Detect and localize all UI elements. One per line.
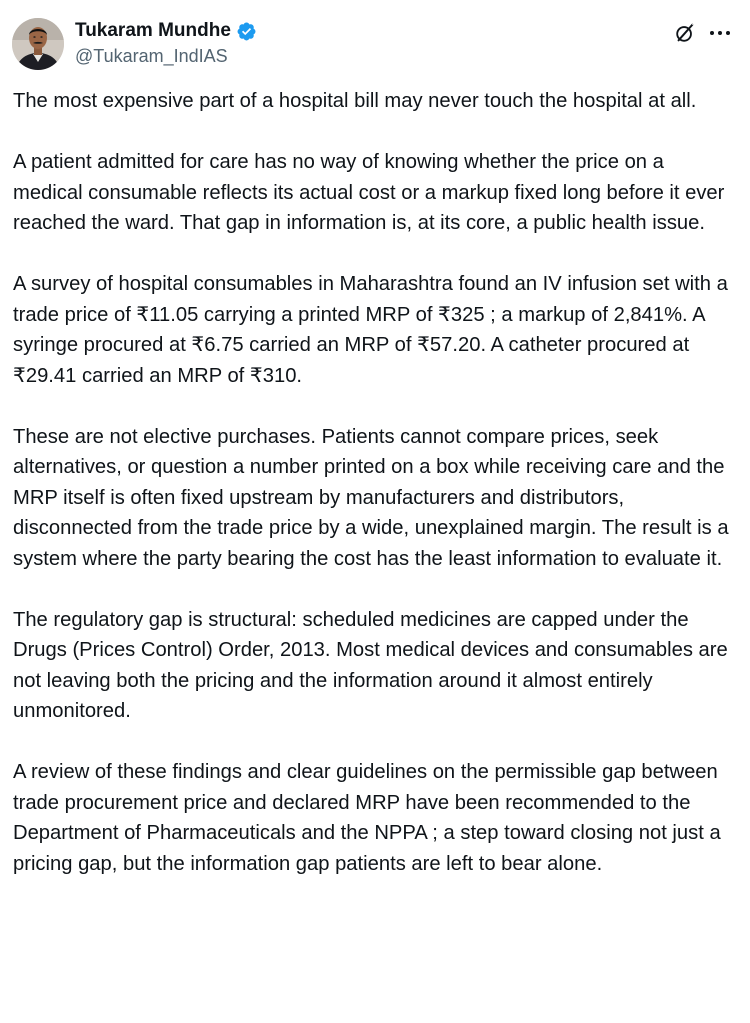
tweet-paragraph: These are not elective purchases. Patients cannot compare prices, seek alternatives, or question a number printed on a box while receiving care and the MRP itself is often fixed upstream by manufacturers and distributors, disconnected from the trade price by a wide, unexplained margin. The result is a system where the party bearing the cost has the least information to evaluate it.	[13, 425, 729, 570]
tweet-text	[13, 86, 739, 879]
author-handle[interactable]: @Tukaram_IndIAS	[75, 46, 228, 66]
tweet-paragraph: The most expensive part of a hospital bill may never touch the hospital at all.	[13, 90, 697, 112]
person-avatar-icon	[12, 18, 64, 70]
tweet-paragraph: A patient admitted for care has no way of knowing whether the price on a medical consumable reflects its actual cost or a markup fixed long before it ever reached the ward. That gap in information is, at its core, a public health issue.	[13, 151, 725, 234]
tweet-paragraph: A review of these findings and clear guidelines on the permissible gap between trade procurement price and declared MRP have been recommended to the Department of Pharmaceuticals and the NPPA ; a step toward closing not just a pricing gap, but the information gap patients are left to bear alone.	[13, 761, 721, 875]
avatar[interactable]	[12, 18, 64, 70]
verified-badge-icon[interactable]	[236, 21, 257, 42]
tweet-header	[12, 12, 738, 70]
display-name-row	[75, 20, 257, 42]
more-icon[interactable]	[708, 22, 732, 44]
tweet-paragraph: A survey of hospital consumables in Maharashtra found an IV infusion set with a trade price of ₹11.05 carrying a printed MRP of ₹325 ; a markup of 2,841%. A syringe procured at ₹6.75 carried an MRP of ₹57.20. A catheter procured at ₹29.41 carried an MRP of ₹310.	[13, 273, 728, 387]
author-names	[75, 20, 257, 67]
grok-icon[interactable]	[674, 22, 696, 44]
tweet-paragraph: The regulatory gap is structural: scheduled medicines are capped under the Drugs (Prices Control) Order, 2013. Most medical devices and consumables are not leaving both the pricing and the information around it almost entirely unmonitored.	[13, 608, 728, 722]
display-name[interactable]: Tukaram Mundhe	[75, 20, 231, 41]
